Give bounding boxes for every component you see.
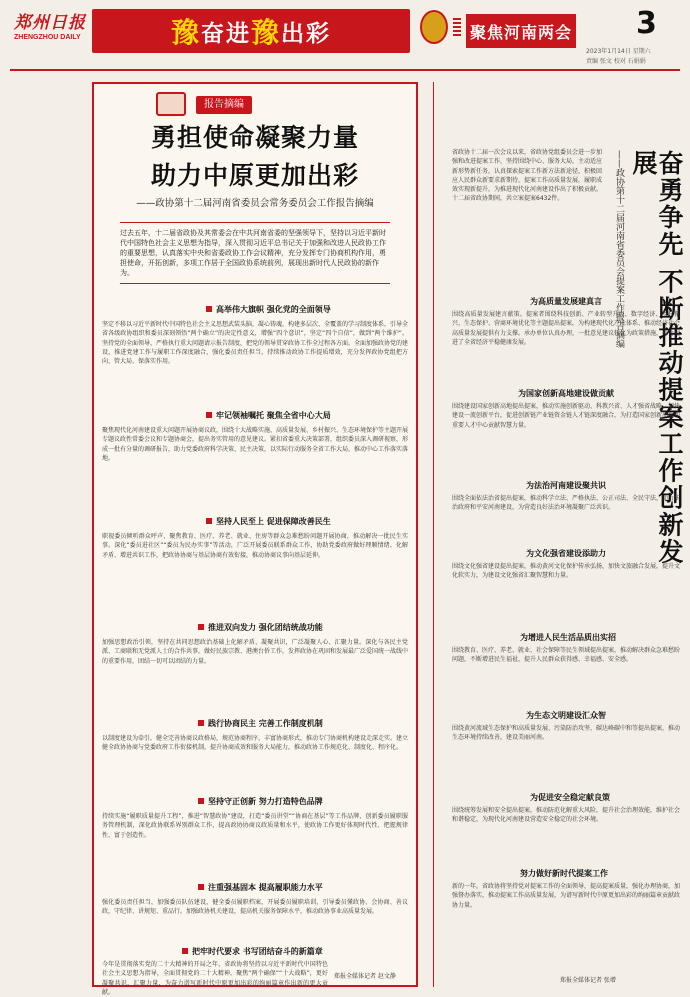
banner-char: 豫 (251, 16, 282, 49)
column-divider (433, 82, 443, 987)
emblem-icon (420, 10, 448, 44)
section-text: 围绕教育、医疗、养老、就业、社会保障等民生领域提出提案，推动解决群众急难愁盼问题，不断增进民生福祉，提升人民群众获得感、幸福感、安全感。 (452, 647, 681, 664)
header-divider (10, 69, 680, 71)
newspaper-logo[interactable]: 郑州日报 (14, 13, 86, 33)
ornament-icon (453, 18, 461, 36)
section-text: 围绕黄河流域生态保护和高质量发展、污染防治攻坚、碳达峰碳中和等提出提案，推动生态环境持续改善，建设美丽河南。 (452, 725, 681, 742)
section-heading: 高举伟大旗帜 强化党的全面领导 (206, 304, 331, 315)
section-heading: 坚持守正创新 努力打造特色品牌 (198, 796, 323, 807)
section-text: 持续实施“履职质量提升工程”，推进“智慧政协”建设，打造“委员讲堂”“协商在基层”等工作品牌，创新委员履职服务管理机制，深化政协联系界别群众工作，提高政协协商议政质量和水平，使政协工作更好体现时代性、把握规律性、富于创造性。 (102, 813, 408, 839)
section-text: 职视委员倾听群众呼声，聚焦教育、医疗、养老、就业、住房等群众急难愁盼问题开展协商，推动解决一批民生实事。深化“委员进社区”“委员为民办实事”等活动，广泛开展委员联系群众工作，协助党委政府做好理顺情绪、化解矛盾、增进共识工作，把政协协商与基层协商有效衔接，推动协商议事向基层延伸。 (102, 533, 408, 559)
section-heading: 为文化强省建设添助力 (526, 549, 606, 558)
editor-credit: 责编 张文 校对 石娟娟 (586, 58, 646, 65)
section-text: 围绕文化强省建设提出提案，推动黄河文化保护传承弘扬，加快文旅融合发展，提升文化软实力，为建设文化强省汇聚智慧和力量。 (452, 563, 681, 580)
section-text: 围绕全面依法治省提出提案，推动科学立法、严格执法、公正司法、全民守法，助力法治政府和平安河南建设，为营造良好法治环境凝聚广泛共识。 (452, 495, 681, 512)
report-byline: 郑报全媒体记者 赵文静 (334, 973, 396, 980)
section-heading: 牢记领袖嘱托 聚焦全省中心大局 (206, 410, 331, 421)
section-heading: 为法治河南建设聚共识 (526, 481, 606, 490)
section-label[interactable]: 聚焦河南两会 (466, 14, 576, 48)
newspaper-logo-en: ZHENGZHOU DAILY (14, 34, 81, 41)
section-text: 新的一年，省政协将坚持党对提案工作的全面领导，提高提案质量，强化办理协商，加强督办落实，推动提案工作高质量发展，为谱写新时代中原更加出彩的绚丽篇章贡献政协力量。 (452, 883, 681, 909)
proposal-title[interactable]: 奋勇争先 不断推动提案工作创新发展 (629, 150, 684, 566)
section-heading: 为生态文明建设汇众智 (526, 711, 606, 720)
banner-word: 奋进 (201, 19, 251, 47)
report-title-line1[interactable]: 勇担使命凝聚力量 (150, 123, 359, 152)
section-text: 围绕建设国家创新高地提出提案，推动实施创新驱动、科教兴省、人才强省战略，加快建设一流创新平台，促进创新链产业链资金链人才链深度融合，为打造国家创新高地和重要人才中心贡献智慧力量。 (452, 403, 681, 429)
section-text: 围绕高质量发展建言献策。提案者围绕科技创新、产业转型升级、数字经济、乡村振兴、生态保护、营商环境优化等主题提出提案，为构建现代化产业体系、推动经济社会高质量发展提供有力支撑。承办单位认真办理，一批意见建议转化为政策措施，有力促进了全省经济平稳健康发展。 (452, 311, 681, 346)
report-article (92, 82, 418, 996)
issue-date: 2023年1月14日 星期六 (586, 48, 651, 55)
proposal-subtitle: ——政协第十二届河南省委员会提案工作报告摘编 (614, 150, 624, 348)
report-title-line2[interactable]: 助力中原更加出彩 (150, 161, 359, 190)
section-heading: 努力做好新时代提案工作 (520, 869, 608, 878)
proposal-byline: 郑报全媒体记者 张增 (560, 977, 616, 984)
section-heading: 推进双向发力 强化团结统战功能 (198, 622, 323, 633)
report-tag: 报告摘编 (196, 96, 252, 114)
section-text: 围绕统筹发展和安全提出提案，推动防范化解重大风险，提升社会治理效能，维护社会和谐稳定，为现代化河南建设营造安全稳定的社会环境。 (452, 807, 681, 824)
section-text: 以制度建设为牵引，健全完善协商议政格局，规范协商程序，丰富协商形式，推动专门协商机构建设走深走实。建立健全政协协商与党委政府工作衔接机制，提升协商成效和服务大局能力，推动政协工作规范化、制度化、程序化。 (102, 735, 409, 752)
section-heading: 为国家创新高地建设做贡献 (518, 389, 614, 398)
report-intro: 过去五年，十二届省政协及其常委会在中共河南省委的坚强领导下，坚持以习近平新时代中国特色社会主义思想为指导，深入贯彻习近平总书记关于加强和改进人民政协工作的重要思想，认真落实中央和省委政协工作会议精神，充分发挥专门协商机构作用，勇担使命，开拓创新，多项工作居于全国政协系统前列，展现出新时代人民政协的新作为。 (120, 222, 390, 284)
section-heading: 为增进人民生活品质出实招 (520, 633, 616, 642)
report-subtitle: ——政协第十二届河南省委员会常务委员会工作报告摘编 (136, 198, 374, 209)
section-heading: 为高质量发展建真言 (530, 297, 602, 306)
banner-word: 出彩 (281, 19, 332, 47)
page-header (0, 0, 690, 82)
section-heading: 践行协商民主 完善工作制度机制 (198, 718, 323, 729)
section-text: 加强思想政治引领，坚持在共同思想政治基础上化解矛盾、凝聚共识，广泛凝聚人心、汇聚力量。深化与各民主党派、工商联和无党派人士的合作共事，做好民族宗教、港澳台侨工作，发挥政协在巩固和发展最广泛爱国统一战线中的重要作用，团结一切可以团结的力量。 (102, 639, 409, 665)
section-text: 坚定不移以习近平新时代中国特色社会主义思想武装头脑，凝心铸魂，构建多层次、全覆盖的学习制度体系，引导全省各级政协组织和委员深刻领悟“两个确立”的决定性意义，增强“四个意识”，坚定“四个自信”，做到“两个维护”。坚持党的全面领导，严格执行重大问题请示报告制度，把党的领导贯穿政协工作全过程各方面。全面加强政协党的建设，推进党建工作与履职工作深度融合，强化委员责任担当，持续推动政协工作提质增效，充分发挥政协党组把方向、管大局、保落实作用。 (102, 321, 409, 366)
page-number: 3 (636, 6, 657, 41)
section-text: 今年是贯彻落实党的二十大精神的开局之年，省政协将坚持以习近平新时代中国特色社会主义思想为指导，全面贯彻党的二十大精神，聚焦“两个确保”“十大战略”，更好凝聚共识、汇聚力量，为奋力谱写新时代中原更加出彩的绚丽篇章作出新的更大贡献。 (102, 961, 328, 996)
campaign-banner (92, 9, 410, 53)
section-heading: 注重强基固本 提高履职能力水平 (198, 882, 323, 893)
section-heading: 坚持人民至上 促进保障改善民生 (206, 516, 331, 527)
banner-char: 豫 (170, 16, 201, 49)
section-text: 强化委员责任担当，加强委员队伍建设，健全委员履职档案，开展委员履职培训，引导委员懂政协、会协商、善议政，守纪律、讲规矩、重品行。加强政协机关建设，提高机关服务保障水平，推动政协事业高质量发展。 (102, 899, 408, 916)
section-heading: 为促进安全稳定献良策 (530, 793, 610, 802)
section-heading: 把牢时代要求 书写团结奋斗的新篇章 (182, 946, 323, 957)
proposal-intro: 省政协十二届一次会议以来，省政协党组委员会进一步加强和改进提案工作，坚持围绕中心、服务大局，主动适应新形势新任务，认真探索提案工作新方法新途径，积极回应人民群众新要求新期待，提案工作高质量发展，履职成效实现新提升，为推进现代化河南建设作出了积极贡献。十二届省政协期间，共立案提案6432件。 (452, 149, 603, 203)
book-icon (156, 92, 186, 116)
section-text: 聚焦现代化河南建设重大问题开展协商议政，围绕十大战略实施、高质量发展、乡村振兴、生态环境保护等主题开展专题议政性常委会议和专题协商会，提出务实管用的意见建议。紧扣省委重大决策部署，组织委员深入调研视察，形成一批有分量的调研报告，助力党委政府科学决策、民主决策，以实际行动服务全省工作大局，推动中心工作落实落地。 (102, 427, 409, 462)
